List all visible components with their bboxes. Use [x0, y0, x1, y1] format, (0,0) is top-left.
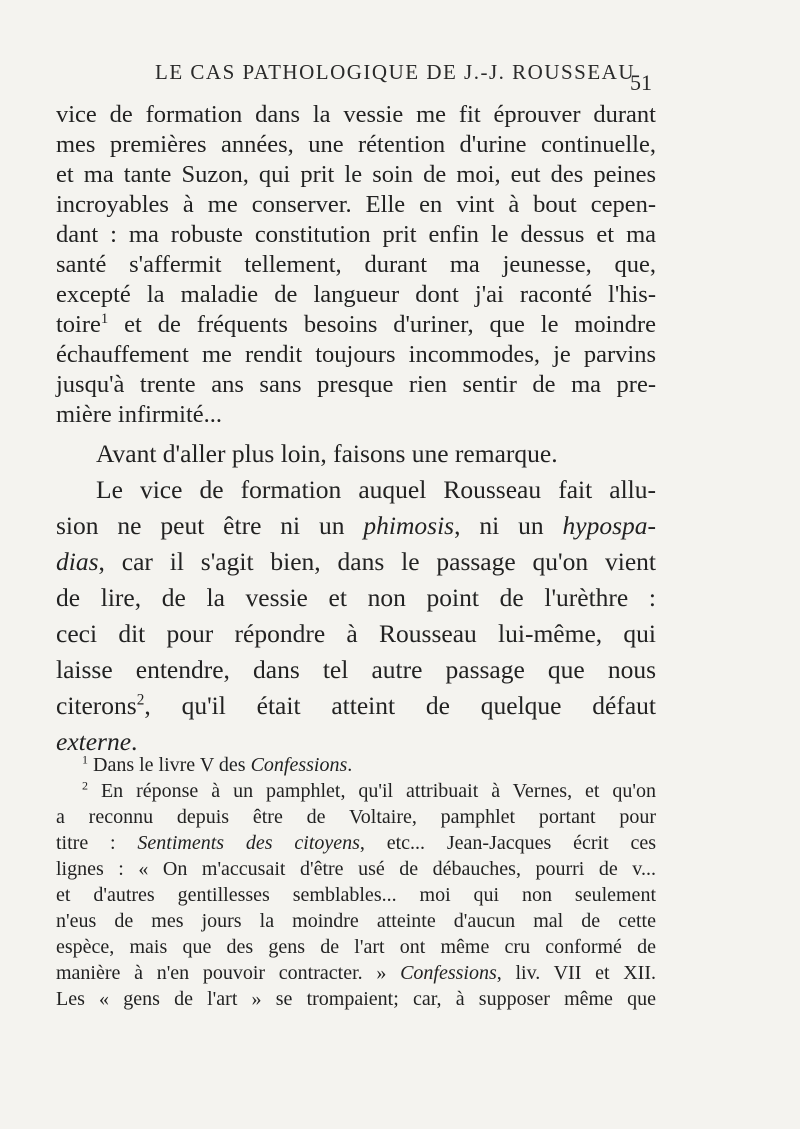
footnote-text: En réponse à un pamphlet, qu'il attribuait à Vernes, et qu'on [100, 780, 657, 802]
quote-line: excepté la maladie de langueur dont j'ai raconté l'his- [56, 281, 656, 308]
footnote-text: Dans le livre V des [93, 754, 251, 776]
footnote-2-line [56, 830, 656, 856]
footnote-text: . [347, 754, 353, 776]
body-text: , car il s'agit bien, dans le passage qu'on vient [98, 547, 656, 576]
footnote-marker-1: 1 [82, 752, 88, 767]
footnote-2-line: a reconnu depuis être de Voltaire, pamphlet portant pour [56, 806, 656, 828]
footnote-ref-1[interactable]: 1 [100, 310, 109, 327]
body-line: ceci dit pour répondre à Rousseau lui-même, qui [56, 619, 656, 648]
body-text: , qu'il était atteint de quelque défaut [144, 691, 656, 720]
commentary-paragraph [56, 436, 656, 760]
footnote-2-line: Les « gens de l'art » se trompaient; car, à supposer même que [56, 988, 656, 1010]
body-text: citerons [56, 691, 137, 720]
quote-line: jusqu'à trente ans sans presque rien sentir de ma pre- [56, 371, 656, 398]
quote-line: et ma tante Suzon, qui prit le soin de moi, eut des peines [56, 161, 656, 188]
term-hypospadias-end: dias [56, 547, 99, 576]
body-line: de lire, de la vessie et non point de l'urèthre : [56, 583, 656, 612]
running-title: LE CAS PATHOLOGIQUE DE J.-J. ROUSSEAU [155, 60, 636, 84]
footnote-2-line: espèce, mais que des gens de l'art ont même cru conformé de [56, 936, 656, 958]
quote-line-prefix: toire [56, 311, 101, 338]
quote-line: échauffement me rendit toujours incommodes, je parvins [56, 341, 656, 368]
rousseau-quote [56, 100, 656, 430]
term-externe: externe [56, 727, 132, 756]
footnotes [56, 752, 656, 1012]
page-number: 51 [630, 70, 652, 95]
body-text: , ni un [454, 511, 563, 540]
footnote-1 [56, 752, 656, 778]
footnote-text: titre : [56, 832, 138, 854]
quote-line: dant : ma robuste constitution prit enfin le dessus et ma [56, 221, 656, 248]
quote-line [56, 310, 656, 340]
term-phimosis: phimosis [363, 511, 455, 540]
footnote-marker-2: 2 [82, 778, 88, 793]
body-line [56, 508, 656, 544]
term-hypospadias: hypospa- [562, 511, 656, 540]
body-line: Le vice de formation auquel Rousseau fait allu- [96, 475, 656, 504]
book-title: Confessions [250, 754, 348, 776]
footnote-2-line: lignes : « On m'accusait d'être usé de débauches, pourri de v... [56, 858, 656, 880]
quote-line: mes premières années, une rétention d'urine continuelle, [56, 131, 656, 158]
footnote-ref-2[interactable]: 2 [136, 691, 145, 709]
footnote-text: , etc... Jean-Jacques écrit ces [359, 832, 656, 854]
quote-line: santé s'affermit tellement, durant ma jeunesse, que, [56, 251, 656, 278]
body-line [56, 544, 656, 580]
footnote-2-line: et d'autres gentillesses semblables... moi qui non seulement [56, 884, 656, 906]
body-line: Avant d'aller plus loin, faisons une remarque. [96, 439, 558, 468]
book-title: Confessions [400, 962, 497, 984]
footnote-text: , liv. VII et XII. [496, 962, 656, 984]
quote-line: vice de formation dans la vessie me fit éprouver durant [56, 101, 656, 128]
footnote-text: manière à n'en pouvoir contracter. » [56, 962, 401, 984]
body-line [56, 688, 656, 724]
footnote-2-line: n'eus de mes jours la moindre atteinte d'aucun mal de cette [56, 910, 656, 932]
footnote-2-line [56, 778, 656, 804]
quote-line: mière infirmité... [56, 401, 222, 428]
quote-line: incroyables à me conserver. Elle en vint à bout cepen- [56, 191, 656, 218]
pamphlet-title: Sentiments des citoyens [137, 832, 360, 854]
body-text: . [131, 727, 138, 756]
quote-line-text: et de fréquents besoins d'uriner, que le moindre [124, 311, 657, 338]
footnote-2-line [56, 960, 656, 986]
body-line: laisse entendre, dans tel autre passage que nous [56, 655, 656, 684]
body-text: sion ne peut être ni un [56, 511, 364, 540]
